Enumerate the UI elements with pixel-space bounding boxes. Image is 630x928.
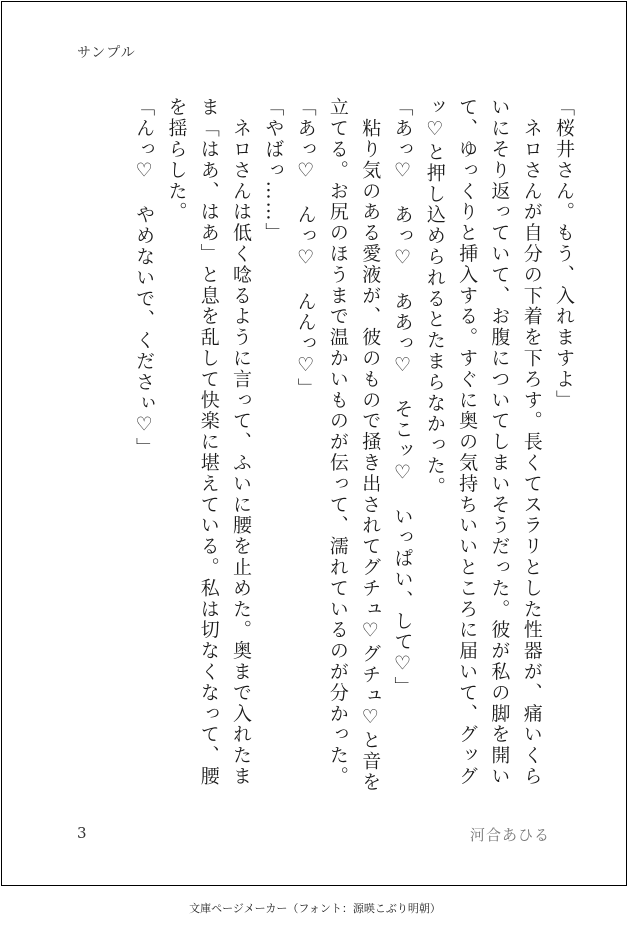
page-frame <box>1 1 627 886</box>
paragraph: 「んっ♡ やめないで、くださぃ♡」 <box>133 97 156 459</box>
page-number: 3 <box>77 824 87 842</box>
paragraph: 「あっ♡ あっ♡ ああっ♡ そこッ♡ いっぱい、して♡」 <box>391 97 414 698</box>
paragraph: 「桜井さん。もう、入れますよ」 <box>553 97 575 411</box>
paragraph: ネロさんは低く唸るように言って、ふいに腰を止めた。奥まで入れたまま「はあ、はあ」と息を乱して快楽に堪えている。私は切なくなって、腰を揺らした。 <box>165 97 253 787</box>
running-head: サンプル <box>77 45 136 61</box>
paragraph: 粘り気のある愛液が、彼のもので掻き出されてグチュ♡グチュ♡と音を立てる。お尻のほうまで温かいものが伝って、濡れているのが分かった。 <box>326 97 382 793</box>
paragraph: 「あっ♡ んっ♡ んんっ♡」 <box>294 97 317 399</box>
body-text <box>60 97 580 797</box>
footer-note: 文庫ページメーカー（フォント：源暎こぶり明朝） <box>189 902 441 915</box>
paragraph: 「やばっ……」 <box>262 97 285 244</box>
paragraph: ネロさんが自分の下着を下ろす。長くてスラリとした性器が、痛いくらいにそり返っていて、お腹についてしまいそうだった。彼が私の脚を開いて、ゆっくりと挿入する。すぐに奥の気持ちいいところに届いて、グッグッ♡と押し込められるとたまらなかった。 <box>423 97 543 787</box>
author-name: 河合あひる <box>469 826 550 844</box>
